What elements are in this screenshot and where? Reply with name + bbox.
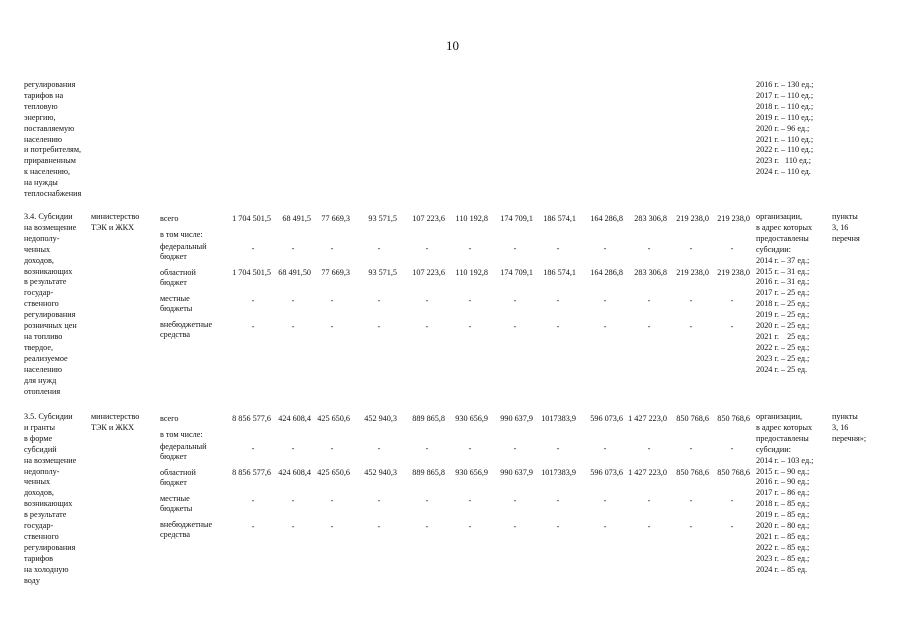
amount-total-cell: 930 656,9 xyxy=(455,414,488,423)
empty-amount-dash: - xyxy=(291,244,295,253)
empty-amount-dash: - xyxy=(730,296,734,305)
source-label-offbudget: внебюджетные средства xyxy=(160,320,213,340)
source-label-federal: федеральный бюджет xyxy=(160,242,207,262)
empty-amount-dash: - xyxy=(689,522,693,531)
source-label-local: местные бюджеты xyxy=(160,294,193,314)
empty-amount-dash: - xyxy=(377,244,381,253)
empty-amount-dash: - xyxy=(513,522,517,531)
empty-amount-dash: - xyxy=(425,496,429,505)
empty-amount-dash: - xyxy=(730,496,734,505)
amount-total-cell: 1017383,9 xyxy=(541,414,576,423)
empty-amount-dash: - xyxy=(330,296,334,305)
empty-amount-dash: - xyxy=(603,496,607,505)
empty-amount-dash: - xyxy=(689,296,693,305)
source-label-regional: областной бюджет xyxy=(160,268,196,288)
empty-amount-dash: - xyxy=(468,496,472,505)
empty-amount-dash: - xyxy=(425,322,429,331)
amount-total-cell: 596 073,6 xyxy=(590,414,623,423)
empty-amount-dash: - xyxy=(251,522,255,531)
continued-targets-cell: 2016 г. – 130 ед.; 2017 г. – 110 ед.; 2018 г. – 110 ед.; 2019 г. – 110 ед.; 2020 г. – 96 ед.; 2021 г. – 110 ед.; 2022 г. – 110 ед.; 2023 г. 110 ед.; 2024 г. – 110 ед. xyxy=(756,80,814,177)
amount-regional-cell: 930 656,9 xyxy=(455,468,488,477)
empty-amount-dash: - xyxy=(251,496,255,505)
amount-total-cell: 424 608,4 xyxy=(278,414,311,423)
empty-amount-dash: - xyxy=(603,444,607,453)
reference-cell: пункты 3, 16 перечня»; xyxy=(832,412,867,443)
source-label-federal: федеральный бюджет xyxy=(160,442,207,462)
empty-amount-dash: - xyxy=(291,496,295,505)
empty-amount-dash: - xyxy=(291,296,295,305)
empty-amount-dash: - xyxy=(689,322,693,331)
empty-amount-dash: - xyxy=(251,296,255,305)
empty-amount-dash: - xyxy=(647,522,651,531)
empty-amount-dash: - xyxy=(377,444,381,453)
amount-total-cell: 219 238,0 xyxy=(676,214,709,223)
amount-total-cell: 186 574,1 xyxy=(543,214,576,223)
amount-regional-cell: 219 238,0 xyxy=(717,268,750,277)
source-label-offbudget: внебюджетные средства xyxy=(160,520,213,540)
amount-total-cell: 93 571,5 xyxy=(368,214,397,223)
amount-regional-cell: 850 768,6 xyxy=(676,468,709,477)
empty-amount-dash: - xyxy=(251,322,255,331)
amount-regional-cell: 93 571,5 xyxy=(368,268,397,277)
empty-amount-dash: - xyxy=(513,496,517,505)
empty-amount-dash: - xyxy=(556,244,560,253)
amount-total-cell: 850 768,6 xyxy=(676,414,709,423)
amount-regional-cell: 110 192,8 xyxy=(455,268,488,277)
empty-amount-dash: - xyxy=(468,296,472,305)
empty-amount-dash: - xyxy=(468,322,472,331)
empty-amount-dash: - xyxy=(730,244,734,253)
amount-total-cell: 219 238,0 xyxy=(717,214,750,223)
amount-total-cell: 8 856 577,6 xyxy=(232,414,271,423)
empty-amount-dash: - xyxy=(330,522,334,531)
empty-amount-dash: - xyxy=(556,522,560,531)
amount-total-cell: 283 306,8 xyxy=(634,214,667,223)
empty-amount-dash: - xyxy=(377,322,381,331)
amount-total-cell: 990 637,9 xyxy=(500,414,533,423)
amount-regional-cell: 596 073,6 xyxy=(590,468,623,477)
amount-regional-cell: 8 856 577,6 xyxy=(232,468,271,477)
amount-regional-cell: 452 940,3 xyxy=(364,468,397,477)
source-label-total: всего xyxy=(160,414,179,423)
empty-amount-dash: - xyxy=(291,522,295,531)
empty-amount-dash: - xyxy=(647,296,651,305)
empty-amount-dash: - xyxy=(425,244,429,253)
empty-amount-dash: - xyxy=(689,444,693,453)
empty-amount-dash: - xyxy=(513,322,517,331)
source-label-local: местные бюджеты xyxy=(160,494,193,514)
amount-total-cell: 110 192,8 xyxy=(455,214,488,223)
empty-amount-dash: - xyxy=(425,444,429,453)
source-label-total: всего xyxy=(160,214,179,223)
empty-amount-dash: - xyxy=(468,522,472,531)
amount-total-cell: 425 650,6 xyxy=(317,414,350,423)
empty-amount-dash: - xyxy=(647,322,651,331)
amount-regional-cell: 990 637,9 xyxy=(500,468,533,477)
empty-amount-dash: - xyxy=(603,522,607,531)
empty-amount-dash: - xyxy=(425,522,429,531)
amount-total-cell: 889 865,8 xyxy=(412,414,445,423)
amount-regional-cell: 107 223,6 xyxy=(412,268,445,277)
empty-amount-dash: - xyxy=(330,322,334,331)
amount-total-cell: 1 704 501,5 xyxy=(232,214,271,223)
empty-amount-dash: - xyxy=(513,296,517,305)
empty-amount-dash: - xyxy=(689,496,693,505)
amount-total-cell: 850 768,6 xyxy=(717,414,750,423)
empty-amount-dash: - xyxy=(330,444,334,453)
empty-amount-dash: - xyxy=(647,244,651,253)
empty-amount-dash: - xyxy=(291,322,295,331)
amount-regional-cell: 164 286,8 xyxy=(590,268,623,277)
amount-regional-cell: 850 768,6 xyxy=(717,468,750,477)
empty-amount-dash: - xyxy=(330,496,334,505)
empty-amount-dash: - xyxy=(556,322,560,331)
empty-amount-dash: - xyxy=(556,496,560,505)
empty-amount-dash: - xyxy=(603,296,607,305)
empty-amount-dash: - xyxy=(603,244,607,253)
empty-amount-dash: - xyxy=(513,444,517,453)
amount-total-cell: 174 709,1 xyxy=(500,214,533,223)
empty-amount-dash: - xyxy=(647,444,651,453)
amount-total-cell: 68 491,5 xyxy=(282,214,311,223)
source-label-regional: областной бюджет xyxy=(160,468,196,488)
empty-amount-dash: - xyxy=(425,296,429,305)
result-indicator-cell: организации, в адрес которых предоставлены субсидии: 2014 г. – 103 ед.; 2015 г. – 90 ед.; 2016 г. – 90 ед.; 2017 г. – 86 ед.; 2018 г. – 85 ед.; 2019 г. – 85 ед.; 2020 г. – 80 ед.; 2021 г. – 85 ед.; 2022 г. – 85 ед.; 2023 г. – 85 ед.; 2024 г. – 85 ед. xyxy=(756,412,814,574)
amount-total-cell: 164 286,8 xyxy=(590,214,623,223)
amount-total-cell: 107 223,6 xyxy=(412,214,445,223)
executor-cell: министерство ТЭК и ЖКХ xyxy=(91,212,140,232)
amount-total-cell: 452 940,3 xyxy=(364,414,397,423)
section-name-cell: 3.4. Субсидии на возмещение недополу- ченных доходов, возникающих в результате государ- ственного регулирования розничных цен на топливо твердое, реализуемое населению для нужд отопления xyxy=(24,212,77,396)
empty-amount-dash: - xyxy=(689,244,693,253)
amount-regional-cell: 424 608,4 xyxy=(278,468,311,477)
empty-amount-dash: - xyxy=(377,496,381,505)
empty-amount-dash: - xyxy=(377,296,381,305)
amount-regional-cell: 1017383,9 xyxy=(541,468,576,477)
empty-amount-dash: - xyxy=(251,244,255,253)
result-indicator-cell: организации, в адрес которых предоставлены субсидии: 2014 г. – 37 ед.; 2015 г. – 31 ед.; 2016 г. – 31 ед.; 2017 г. – 25 ед.; 2018 г. – 25 ед.; 2019 г. – 25 ед.; 2020 г. – 25 ед.; 2021 г. 25 ед.; 2022 г. – 25 ед.; 2023 г. – 25 ед.; 2024 г. – 25 ед. xyxy=(756,212,813,374)
amount-regional-cell: 889 865,8 xyxy=(412,468,445,477)
empty-amount-dash: - xyxy=(291,444,295,453)
empty-amount-dash: - xyxy=(468,244,472,253)
amount-regional-cell: 1 427 223,0 xyxy=(628,468,667,477)
empty-amount-dash: - xyxy=(556,444,560,453)
amount-regional-cell: 425 650,6 xyxy=(317,468,350,477)
empty-amount-dash: - xyxy=(730,322,734,331)
continued-name-cell: регулирования тарифов на тепловую энергию, поставляемую населению и потребителям, приравненным к населению, на нужды теплоснабжения xyxy=(24,80,82,199)
executor-cell: министерство ТЭК и ЖКХ xyxy=(91,412,140,432)
amount-regional-cell: 68 491,50 xyxy=(278,268,311,277)
empty-amount-dash: - xyxy=(730,444,734,453)
empty-amount-dash: - xyxy=(468,444,472,453)
empty-amount-dash: - xyxy=(556,296,560,305)
amount-total-cell: 77 669,3 xyxy=(321,214,350,223)
section-name-cell: 3.5. Субсидии и гранты в форме субсидий на возмещение недополу- ченных доходов, возникающих в результате государ- ственного регулирования тарифов на холодную воду xyxy=(24,412,77,585)
amount-regional-cell: 186 574,1 xyxy=(543,268,576,277)
source-label-including: в том числе: xyxy=(160,430,203,439)
page-number: 10 xyxy=(446,38,459,53)
empty-amount-dash: - xyxy=(730,522,734,531)
amount-regional-cell: 219 238,0 xyxy=(676,268,709,277)
source-label-including: в том числе: xyxy=(160,230,203,239)
empty-amount-dash: - xyxy=(377,522,381,531)
amount-regional-cell: 174 709,1 xyxy=(500,268,533,277)
empty-amount-dash: - xyxy=(603,322,607,331)
empty-amount-dash: - xyxy=(251,444,255,453)
empty-amount-dash: - xyxy=(330,244,334,253)
empty-amount-dash: - xyxy=(647,496,651,505)
empty-amount-dash: - xyxy=(513,244,517,253)
amount-regional-cell: 1 704 501,5 xyxy=(232,268,271,277)
reference-cell: пункты 3, 16 перечня xyxy=(832,212,860,243)
amount-regional-cell: 283 306,8 xyxy=(634,268,667,277)
amount-regional-cell: 77 669,3 xyxy=(321,268,350,277)
amount-total-cell: 1 427 223,0 xyxy=(628,414,667,423)
